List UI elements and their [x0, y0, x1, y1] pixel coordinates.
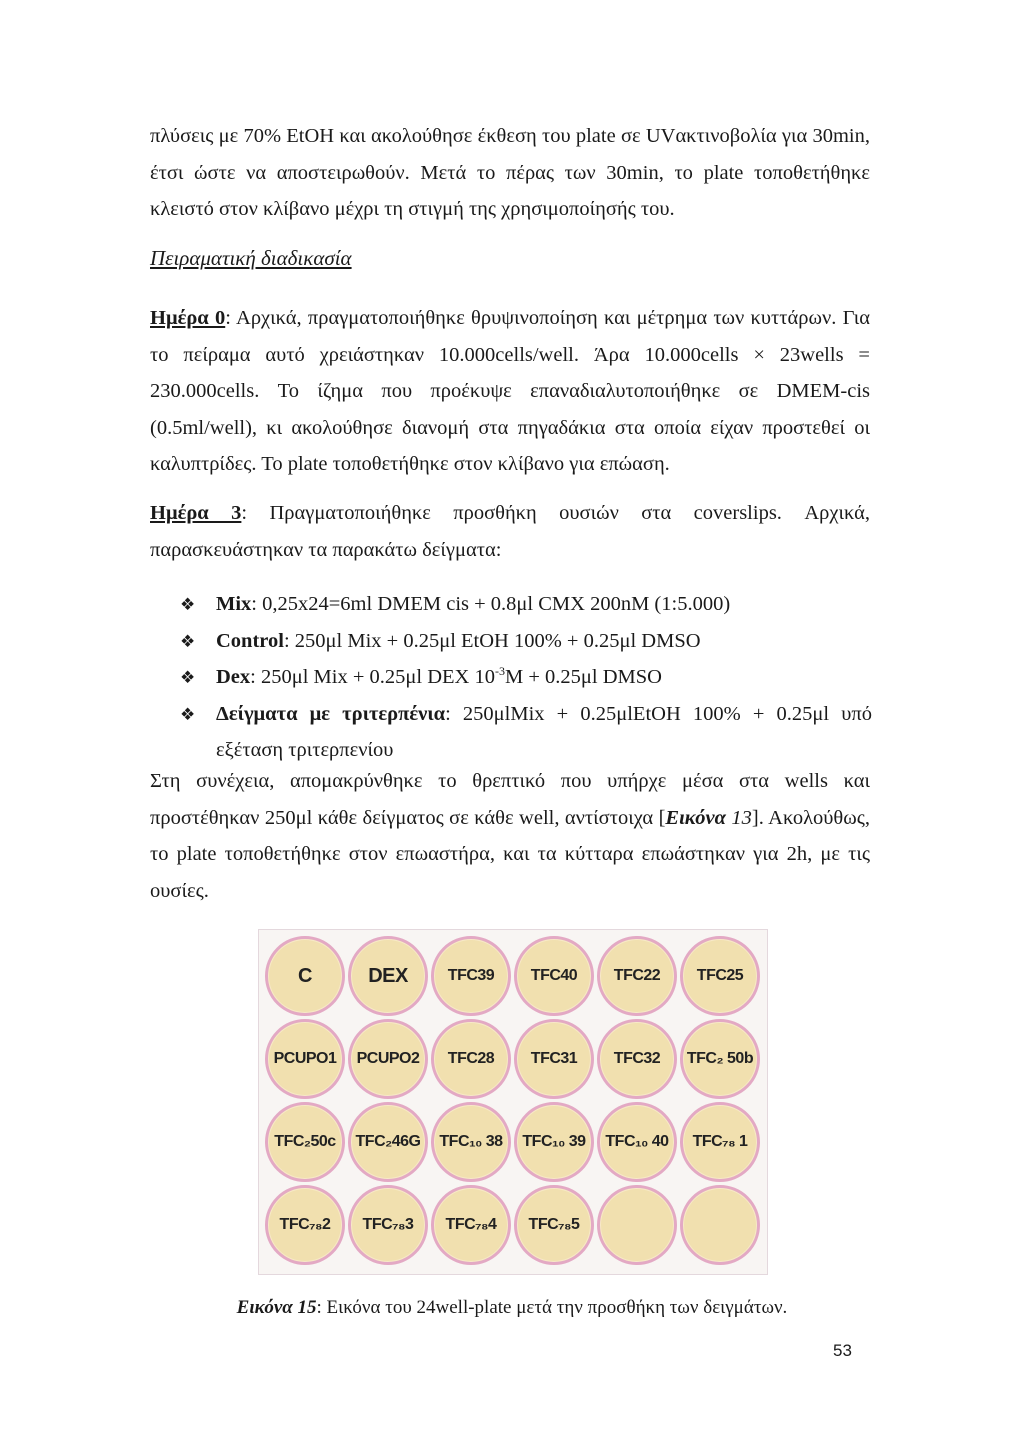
well-label: TFC₇₈5 [528, 1216, 580, 1233]
well-label: TFC40 [530, 967, 578, 984]
sample-text: : 250μl Mix + 0.25μl DEX 10 [250, 666, 495, 688]
sample-label: Control [216, 629, 284, 652]
sample-item-mix [150, 586, 872, 623]
well-label: TFC39 [447, 967, 495, 984]
sample-exponent: -3 [494, 664, 505, 678]
plate-well [597, 1102, 677, 1182]
well-label: TFC25 [696, 967, 744, 984]
procedure-text: Στη συνέχεια, απομακρύνθηκε το θρεπτικό που υπήρχε μέσα στα wells και προστέθηκαν 250μl κάθε δείγματος σε κάθε well, αντίστοιχα [ [150, 770, 870, 829]
plate-well [348, 1185, 428, 1265]
well-label: C [298, 964, 312, 987]
plate-well [431, 1102, 511, 1182]
diamond-bullet-icon: ❖ [180, 595, 196, 614]
sample-item-dex [150, 659, 872, 696]
well-label: TFC₂50c [274, 1133, 336, 1150]
plate-well [680, 1019, 760, 1099]
well-label: TFC₁₀ 40 [605, 1133, 669, 1150]
sample-list [150, 586, 872, 769]
well-label: TFC31 [530, 1050, 578, 1067]
well-label: TFC₁₀ 38 [439, 1133, 503, 1150]
procedure-paragraph [150, 763, 870, 909]
plate-well [680, 1185, 760, 1265]
well-label: PCUPO2 [356, 1050, 420, 1067]
sample-item-triterpenes [150, 696, 872, 769]
day3-text: : Πραγματοποιήθηκε προσθήκη ουσιών στα coverslips. Αρχικά, παρασκευάστηκαν τα παρακάτω δείγματα: [150, 502, 870, 561]
figure-reference-label: Εικόνα [665, 806, 726, 829]
plate-well [680, 1102, 760, 1182]
plate-well [680, 936, 760, 1016]
plate-well [514, 1185, 594, 1265]
plate-well [597, 936, 677, 1016]
section-title: Πειραματική διαδικασία [150, 246, 352, 270]
procedure-text-after: ]. Ακολούθως, το plate τοποθετήθηκε στον επωαστήρα, και τα κύτταρα επωάστηκαν για 2h, με τις ουσίες. [150, 806, 870, 902]
sample-label: Dex [216, 666, 251, 688]
plate-well [265, 936, 345, 1016]
well-label: TFC₇₈ 1 [692, 1133, 748, 1150]
plate-well [431, 1019, 511, 1099]
well-label: TFC₂46G [355, 1133, 421, 1150]
plate-well [597, 1019, 677, 1099]
sample-label: Δείγματα με τριτερπένια [216, 702, 446, 725]
diamond-bullet-icon: ❖ [180, 668, 196, 687]
diamond-bullet-icon: ❖ [180, 704, 196, 724]
sample-text-after: M + 0.25μl DMSO [504, 666, 662, 688]
intro-line: 30min, έτσι ώστε να αποστειρωθούν. Μετά το πέρας των 30min, το plate [150, 125, 870, 184]
plate-well [265, 1185, 345, 1265]
figure-reference-number: 13 [731, 806, 752, 829]
plate-well [348, 936, 428, 1016]
intro-line: τοποθετήθηκε κλειστό στον κλίβανο μέχρι τη στιγμή της χρησιμοποίησής του. [150, 161, 870, 220]
plate-well [265, 1102, 345, 1182]
plate-well [431, 1185, 511, 1265]
day3-paragraph [150, 495, 870, 568]
plate-well [514, 1102, 594, 1182]
well-label: TFC₁₀ 39 [522, 1133, 586, 1150]
sample-label: Mix [216, 593, 252, 615]
well-label: TFC₂ 50b [686, 1050, 754, 1067]
plate-well [514, 1019, 594, 1099]
well-label: TFC28 [447, 1050, 495, 1067]
sample-text: : 250μlMix + 0.25μlEtOH 100% + 0.25μl υπό εξέταση τριτερπενίου [216, 702, 872, 761]
caption-label: Εικόνα 15 [236, 1297, 317, 1318]
day0-label: Ημέρα 0 [150, 307, 226, 329]
plate-well [597, 1185, 677, 1265]
well-label: PCUPO1 [273, 1050, 337, 1067]
caption-text: : Εικόνα του 24well-plate μετά την προσθήκη των δειγμάτων. [316, 1297, 788, 1318]
plate-well [514, 936, 594, 1016]
diamond-bullet-icon: ❖ [180, 631, 196, 651]
sample-item-control [150, 623, 872, 660]
well-label: TFC32 [613, 1050, 661, 1067]
plate-well [431, 936, 511, 1016]
well-label: DEX [368, 964, 408, 987]
intro-paragraph [150, 118, 870, 228]
well-label: TFC22 [613, 967, 661, 984]
plate-well [348, 1102, 428, 1182]
well-label: TFC₇₈3 [362, 1216, 414, 1233]
figure-caption [0, 1297, 1024, 1319]
sample-text: : 0,25x24=6ml DMEM cis + 0.8μl CMX 200nM (1:5.000) [251, 593, 731, 615]
page-number: 53 [833, 1341, 852, 1360]
day0-paragraph [150, 300, 870, 483]
sample-text: : 250μl Mix + 0.25μl EtOH 100% + 0.25μl DMSO [283, 629, 701, 652]
intro-line: πλύσεις με 70% EtOH και ακολούθησε έκθεση του plate σε UVακτινοβολία για [150, 125, 808, 147]
well-label: TFC₇₈2 [279, 1216, 331, 1233]
well-plate-photo [258, 929, 768, 1275]
day3-label: Ημέρα 3 [150, 502, 242, 524]
day0-text: : Αρχικά, πραγματοποιήθηκε θρυψινοποίηση και μέτρημα των κυττάρων. Για το πείραμα αυτό χρειάστηκαν 10.000cells/well. Άρα 10.000cells × 23wells = 230.000cells. Το ίζημα που προέκυψε επαναδιαλυτοποιήθηκε σε DMEM-cis (0.5ml/well), κι ακολούθησε διανομή στα πηγαδάκια στα οποία είχαν προστεθεί οι καλυπτρίδες. Το plate τοποθετήθηκε στον κλίβανο για επώαση. [150, 307, 870, 475]
plate-well [348, 1019, 428, 1099]
plate-well [265, 1019, 345, 1099]
well-label: TFC₇₈4 [445, 1216, 497, 1233]
